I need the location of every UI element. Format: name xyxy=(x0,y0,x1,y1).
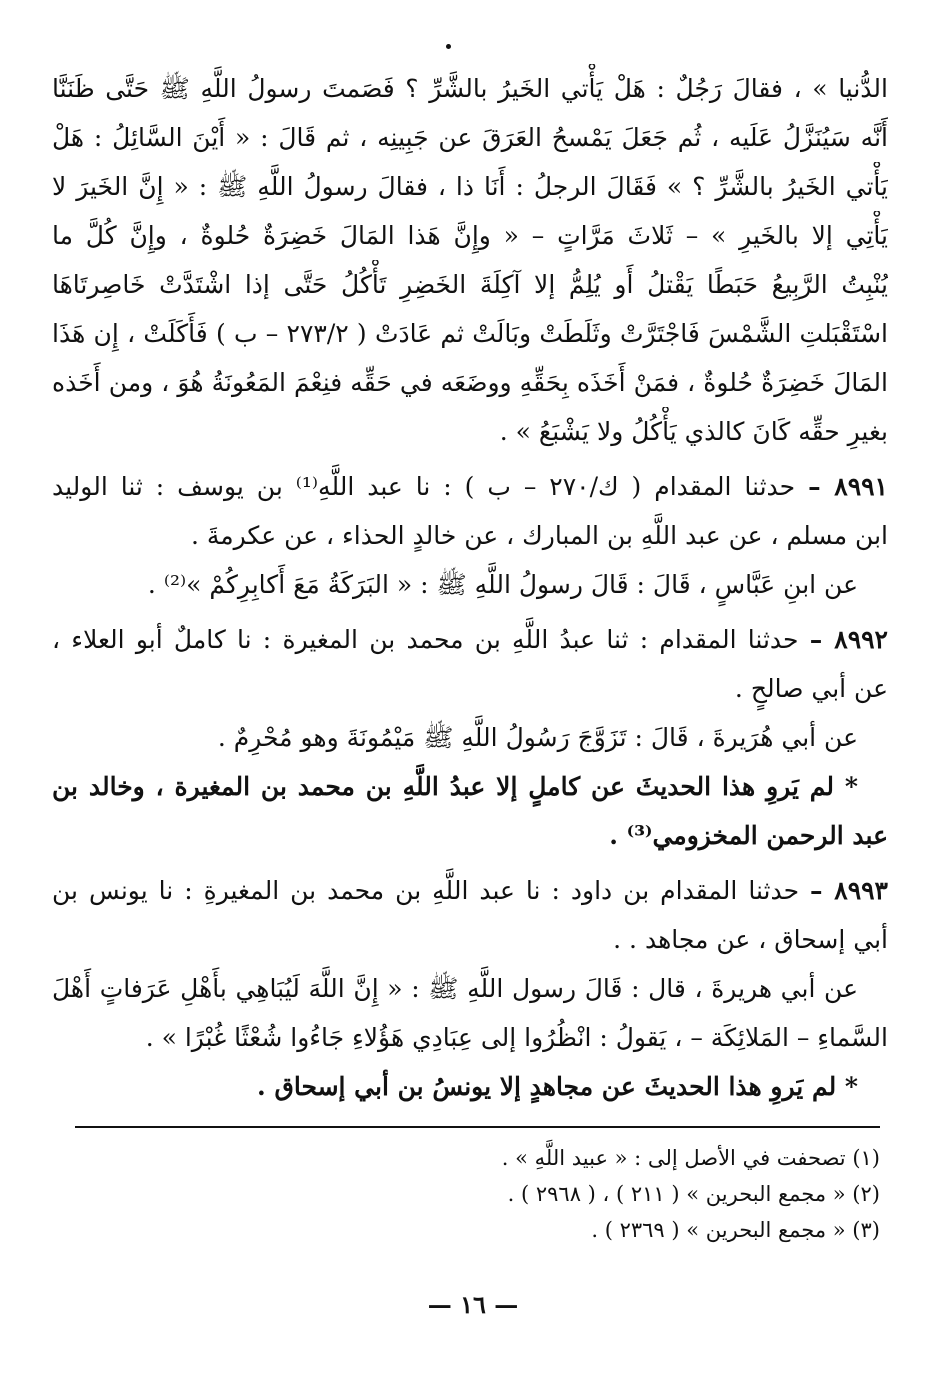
line-text: المَالَ خَضِرَةٌ حُلوةٌ ، فمَنْ أَخَذَه بِحَقِّهِ ووضَعَه في حَقِّه فنِعْمَ المَعُونَةُ هُوَ ، ومن أَخَذه xyxy=(52,368,888,397)
editor-note-line xyxy=(52,811,888,860)
text-line xyxy=(52,915,888,964)
footnotes-block xyxy=(60,1140,880,1248)
editor-note-line xyxy=(52,762,888,811)
line-text: حدثنا المقدام : ثنا عبدُ اللَّهِ بن محمد بن المغيرة : نا كاملٌ أبو العلاء ، xyxy=(52,625,799,654)
line-text: يُنْبِتُ الرَّبِيعُ حَبَطًا يَقْتلُ أَو يُلِمُّ إلا آكِلَةَ الخَضِرِ تَأْكُلُ حَتَّى إذا اشْتَدَّتْ خَاصِرتَاهَا xyxy=(52,270,888,299)
footnote-item: (١) تصحفت في الأصل إلى : « عبيد اللَّهِ » . xyxy=(501,1146,880,1170)
main-text-block xyxy=(52,64,888,1111)
top-dot-mark xyxy=(446,44,451,49)
line-text: يَأْتِي إلا بالخَيرِ » – ثَلاثَ مَرَّاتٍ – « وإِنَّ هَذا المَالَ خَضِرَةٌ حُلوةٌ ، وإِنَّ كُلَّ ما xyxy=(52,221,888,250)
hadith-heading-line xyxy=(52,866,888,915)
line-text: أبي إسحاق ، عن مجاهد . . xyxy=(613,925,888,954)
hadith-heading-line xyxy=(52,615,888,664)
text-line xyxy=(52,511,888,560)
hadith-heading-line xyxy=(52,462,888,511)
hadith-number: ٨٩٩١ – xyxy=(808,472,888,501)
line-text: حدثنا المقدام بن داود : نا عبد اللَّهِ بن محمد بن المغيرةِ : نا يونس بن xyxy=(52,876,800,905)
footnote-item: (٢) « مجمع البحرين » ( ٢١١ ) ، ( ٢٩٦٨ ) . xyxy=(507,1182,880,1206)
line-text: اسْتَقْبَلتِ الشَّمْسَ فَاجْتَرَّتْ وثَلَطَتْ وبَالَتْ ثم عَادَتْ ( ٢٧٣/٢ – ب ) فَأَكَلَتْ ، إِن هَذَا xyxy=(52,319,888,348)
line-text: أَنَّه سَيُنَزَّلُ عَلَيه ، ثُم جَعَلَ يَمْسحُ العَرَقَ عن جَبِينِه ، ثم قَالَ : « أَيْنَ السَّائِلُ : هَلْ xyxy=(52,123,888,152)
line-text: * لم يَروِ هذا الحديثَ عن كاملٍ إلا عبدُ اللَّهِ بن محمد بن المغيرة ، وخالد بن xyxy=(52,772,858,801)
text-line xyxy=(52,260,888,309)
text-line xyxy=(52,407,888,456)
text-line xyxy=(52,358,888,407)
line-text: يَأْتي الخَيرُ بالشَّرِّ ؟ » فَقَالَ الرجلُ : أَنَا ذا ، فقالَ رسولُ اللَّهِ ﷺ : « إِنَّ الخَيرَ لا xyxy=(52,172,888,201)
text-line xyxy=(52,211,888,260)
line-text: عن ابنِ عَبَّاسٍ ، قَالَ : قَالَ رسولُ اللَّهِ ﷺ : « البَرَكَةُ مَعَ أَكابِرِكُمْ »⁽²⁾ . xyxy=(147,570,858,599)
line-text: بغيرِ حقِّه كَانَ كالذي يَأْكُلُ ولا يَشْبَعُ » . xyxy=(499,417,888,446)
line-text: حدثنا المقدام ( ك/٢٧٠ – ب ) : نا عبد اللَّهِ⁽¹⁾ بن يوسف : ثنا الوليد xyxy=(52,472,796,501)
hadith-number: ٨٩٩٢ – xyxy=(809,625,888,654)
footnote-separator xyxy=(75,1126,880,1128)
line-text: الدُّنيا » ، فقالَ رَجُلٌ : هَلْ يَأْتي الخَيرُ بالشَّرِّ ؟ فَصَمتَ رسولُ اللَّهِ ﷺ حَتَّى ظَنَنَّا xyxy=(52,74,888,103)
line-text: عن أبي هريرةَ ، قال : قَالَ رسول اللَّهِ ﷺ : « إِنَّ اللَّهَ لَيُبَاهِي بأَهْلِ عَرَفاتٍ أَهْلَ xyxy=(52,974,858,1003)
text-line xyxy=(52,964,888,1013)
text-line xyxy=(52,713,888,762)
line-text: السَّماءِ – المَلائِكَة – ، يَقولُ : انْظُرُوا إلى عِبَادِي هَؤُلاءِ جَاءُوا شُعْثًا غُبْرًا » . xyxy=(145,1023,888,1052)
text-line xyxy=(52,162,888,211)
page-number: — ١٦ — xyxy=(427,1290,519,1319)
hadith-number: ٨٩٩٣ – xyxy=(810,876,888,905)
footnote-item: (٣) « مجمع البحرين » ( ٢٣٦٩ ) . xyxy=(591,1218,880,1242)
text-line xyxy=(52,560,888,609)
text-line xyxy=(52,113,888,162)
line-text: عبد الرحمن المخزومي⁽³⁾ . xyxy=(609,821,888,850)
editor-note-line xyxy=(52,1062,888,1111)
line-text: عن أبي صالحٍ . xyxy=(734,674,888,703)
text-line xyxy=(52,1013,888,1062)
text-line xyxy=(52,664,888,713)
text-line xyxy=(52,64,888,113)
text-line xyxy=(52,309,888,358)
line-text: ابن مسلم ، عن عبد اللَّهِ بن المبارك ، عن خالدٍ الحذاء ، عن عكرمةَ . xyxy=(190,521,888,550)
line-text: عن أبي هُرَيرةَ ، قَالَ : تَزَوَّجَ رَسُولُ اللَّهِ ﷺ مَيْمُونَةَ وهو مُحْرِمٌ . xyxy=(217,723,858,752)
line-text: * لم يَروِ هذا الحديثَ عن مجاهدٍ إلا يونسُ بن أبي إسحاق . xyxy=(257,1072,858,1101)
